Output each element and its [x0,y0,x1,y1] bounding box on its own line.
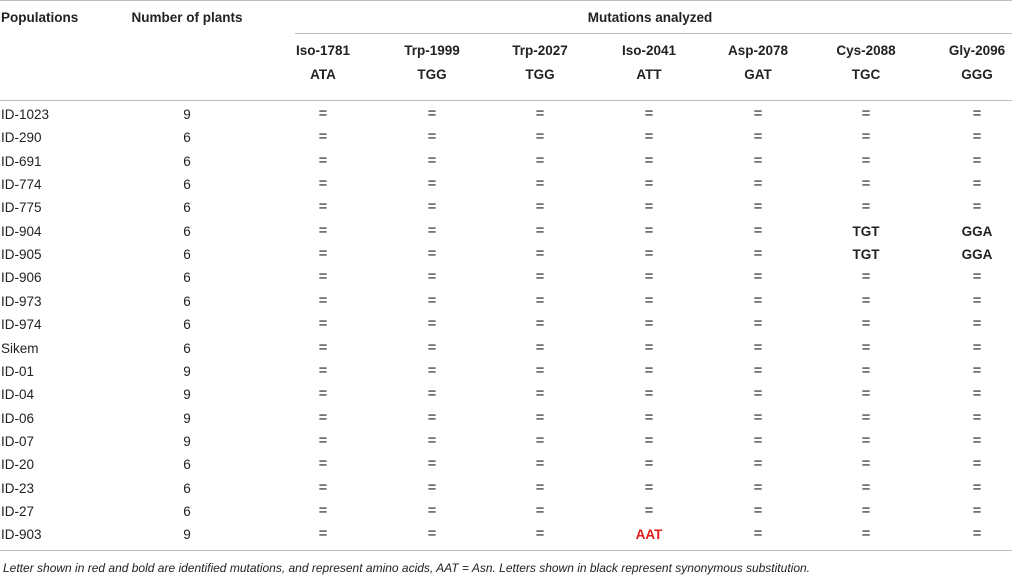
no-change-cell: = [427,222,437,239]
no-change-cell: = [972,339,982,356]
header-mutation-codon: TGC [851,67,881,82]
no-change-cell: = [861,128,871,145]
no-change-cell: = [861,105,871,122]
no-change-cell: = [318,152,328,169]
no-change-cell: = [318,105,328,122]
no-change-cell: = [972,502,982,519]
plant-count: 6 [183,270,191,285]
no-change-cell: = [644,245,654,262]
header-mutation-codon: TGG [417,67,447,82]
no-change-cell: = [861,152,871,169]
no-change-cell: = [644,222,654,239]
no-change-cell: = [427,455,437,472]
no-change-cell: = [644,409,654,426]
no-change-cell: = [318,222,328,239]
substitution-cell: GGA [961,247,993,262]
no-change-cell: = [318,502,328,519]
no-change-cell: = [972,152,982,169]
substitution-cell: GGA [961,224,993,239]
plant-count: 9 [183,527,191,542]
no-change-cell: = [972,455,982,472]
population-name: ID-974 [1,317,42,332]
no-change-cell: = [427,292,437,309]
no-change-cell: = [427,152,437,169]
plant-count: 6 [183,481,191,496]
no-change-cell: = [753,198,763,215]
no-change-cell: = [753,268,763,285]
no-change-cell: = [427,198,437,215]
no-change-cell: = [535,245,545,262]
no-change-cell: = [535,175,545,192]
no-change-cell: = [753,502,763,519]
no-change-cell: = [644,315,654,332]
population-name: Sikem [1,341,39,356]
no-change-cell: = [861,502,871,519]
no-change-cell: = [972,268,982,285]
no-change-cell: = [644,455,654,472]
no-change-cell: = [318,198,328,215]
no-change-cell: = [535,479,545,496]
mutations-group-rule [295,33,1012,34]
no-change-cell: = [535,362,545,379]
no-change-cell: = [644,198,654,215]
plant-count: 6 [183,247,191,262]
no-change-cell: = [318,315,328,332]
no-change-cell: = [861,292,871,309]
no-change-cell: = [972,128,982,145]
no-change-cell: = [972,175,982,192]
no-change-cell: = [753,362,763,379]
no-change-cell: = [535,339,545,356]
header-mutation-codon: ATA [310,67,336,82]
no-change-cell: = [535,315,545,332]
plant-count: 6 [183,294,191,309]
no-change-cell: = [318,432,328,449]
no-change-cell: = [972,525,982,542]
population-name: ID-1023 [1,107,50,122]
no-change-cell: = [861,455,871,472]
no-change-cell: = [753,525,763,542]
population-name: ID-290 [1,130,42,145]
no-change-cell: = [427,525,437,542]
no-change-cell: = [535,385,545,402]
table-bottom-rule [0,550,1012,551]
no-change-cell: = [427,128,437,145]
no-change-cell: = [644,362,654,379]
no-change-cell: = [861,409,871,426]
no-change-cell: = [644,339,654,356]
no-change-cell: = [753,339,763,356]
no-change-cell: = [318,409,328,426]
population-name: ID-07 [1,434,35,449]
no-change-cell: = [644,152,654,169]
no-change-cell: = [644,268,654,285]
header-mutation-codon: GGG [961,67,993,82]
no-change-cell: = [427,268,437,285]
header-mutation-position: Cys-2088 [836,43,896,58]
plant-count: 6 [183,341,191,356]
no-change-cell: = [427,105,437,122]
no-change-cell: = [427,385,437,402]
no-change-cell: = [753,222,763,239]
no-change-cell: = [644,175,654,192]
no-change-cell: = [427,362,437,379]
no-change-cell: = [318,362,328,379]
no-change-cell: = [753,479,763,496]
population-name: ID-20 [1,457,35,472]
no-change-cell: = [644,479,654,496]
population-name: ID-903 [1,527,42,542]
no-change-cell: = [318,268,328,285]
mutation-cell: AAT [635,527,663,542]
no-change-cell: = [318,455,328,472]
no-change-cell: = [972,362,982,379]
plant-count: 6 [183,457,191,472]
population-name: ID-775 [1,200,42,215]
population-name: ID-905 [1,247,42,262]
no-change-cell: = [644,432,654,449]
header-mutation-codon: ATT [636,67,662,82]
no-change-cell: = [861,362,871,379]
no-change-cell: = [972,479,982,496]
no-change-cell: = [535,198,545,215]
no-change-cell: = [861,339,871,356]
substitution-cell: TGT [852,247,880,262]
no-change-cell: = [753,245,763,262]
no-change-cell: = [535,105,545,122]
no-change-cell: = [535,222,545,239]
header-mutation-codon: GAT [744,67,772,82]
no-change-cell: = [535,292,545,309]
plant-count: 9 [183,364,191,379]
header-mutation-position: Trp-1999 [404,43,460,58]
plant-count: 6 [183,130,191,145]
header-mutation-codon: TGG [525,67,555,82]
no-change-cell: = [861,432,871,449]
no-change-cell: = [427,339,437,356]
no-change-cell: = [644,292,654,309]
no-change-cell: = [427,432,437,449]
no-change-cell: = [427,409,437,426]
population-name: ID-04 [1,387,35,402]
no-change-cell: = [318,525,328,542]
substitution-cell: TGT [852,224,880,239]
plant-count: 6 [183,154,191,169]
plant-count: 9 [183,107,191,122]
header-mutation-position: Gly-2096 [948,43,1006,58]
table-top-rule [0,0,1012,1]
plant-count: 9 [183,434,191,449]
population-name: ID-973 [1,294,42,309]
no-change-cell: = [753,175,763,192]
no-change-cell: = [861,385,871,402]
no-change-cell: = [972,292,982,309]
header-mutation-position: Iso-1781 [295,43,351,58]
table-footnote: Letter shown in red and bold are identified mutations, and represent amino acids, AAT = Asn. Letters shown in black represent synonymous substitution. [3,561,810,575]
no-change-cell: = [318,479,328,496]
no-change-cell: = [753,409,763,426]
no-change-cell: = [972,315,982,332]
plant-count: 6 [183,317,191,332]
no-change-cell: = [972,198,982,215]
population-name: ID-691 [1,154,42,169]
no-change-cell: = [861,198,871,215]
header-populations: Populations [1,10,79,25]
no-change-cell: = [753,128,763,145]
no-change-cell: = [318,339,328,356]
no-change-cell: = [427,315,437,332]
population-name: ID-06 [1,411,35,426]
header-number-of-plants: Number of plants [131,10,243,25]
no-change-cell: = [535,409,545,426]
population-name: ID-906 [1,270,42,285]
no-change-cell: = [318,245,328,262]
no-change-cell: = [972,385,982,402]
no-change-cell: = [318,175,328,192]
no-change-cell: = [318,385,328,402]
plant-count: 9 [183,411,191,426]
no-change-cell: = [535,128,545,145]
no-change-cell: = [972,432,982,449]
no-change-cell: = [861,175,871,192]
header-bottom-rule [0,100,1012,101]
no-change-cell: = [861,525,871,542]
no-change-cell: = [427,175,437,192]
no-change-cell: = [753,152,763,169]
no-change-cell: = [644,105,654,122]
plant-count: 6 [183,504,191,519]
no-change-cell: = [753,455,763,472]
no-change-cell: = [427,479,437,496]
header-mutation-position: Iso-2041 [621,43,677,58]
no-change-cell: = [861,479,871,496]
no-change-cell: = [753,315,763,332]
plant-count: 6 [183,224,191,239]
plant-count: 6 [183,177,191,192]
no-change-cell: = [318,292,328,309]
no-change-cell: = [535,455,545,472]
no-change-cell: = [972,409,982,426]
no-change-cell: = [972,105,982,122]
no-change-cell: = [644,385,654,402]
population-name: ID-01 [1,364,35,379]
population-name: ID-27 [1,504,35,519]
no-change-cell: = [753,432,763,449]
no-change-cell: = [427,245,437,262]
no-change-cell: = [427,502,437,519]
no-change-cell: = [753,105,763,122]
plant-count: 6 [183,200,191,215]
no-change-cell: = [535,502,545,519]
no-change-cell: = [861,315,871,332]
no-change-cell: = [535,432,545,449]
no-change-cell: = [318,128,328,145]
no-change-cell: = [753,292,763,309]
no-change-cell: = [644,128,654,145]
no-change-cell: = [861,268,871,285]
no-change-cell: = [535,152,545,169]
header-mutation-position: Asp-2078 [727,43,789,58]
no-change-cell: = [535,268,545,285]
header-mutation-position: Trp-2027 [512,43,568,58]
population-name: ID-904 [1,224,42,239]
no-change-cell: = [644,502,654,519]
header-mutations-analyzed: Mutations analyzed [587,10,713,25]
no-change-cell: = [535,525,545,542]
no-change-cell: = [753,385,763,402]
population-name: ID-774 [1,177,42,192]
population-name: ID-23 [1,481,35,496]
plant-count: 9 [183,387,191,402]
